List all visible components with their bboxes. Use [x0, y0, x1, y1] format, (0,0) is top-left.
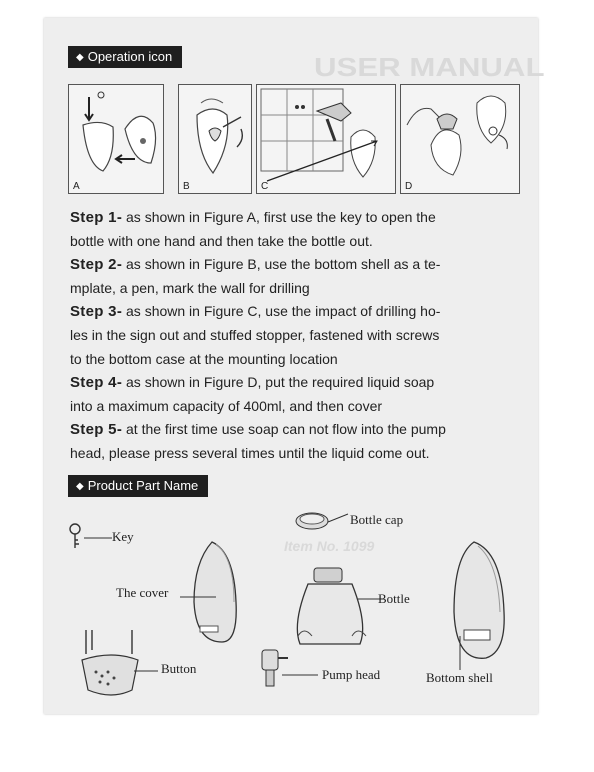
figure-c-label: C — [261, 181, 269, 192]
button-illustration — [80, 626, 150, 698]
step-1-line-2: bottle with one hand and then take the bottle out. — [70, 232, 373, 249]
bottle-label: Bottle — [378, 591, 410, 606]
figure-b — [178, 84, 252, 194]
key-label: Key — [112, 529, 134, 544]
pump-head-label: Pump head — [322, 667, 381, 682]
watermark-user-manual: USER MANUAL — [314, 52, 545, 82]
key-icon — [66, 522, 86, 552]
step-3-line-1: as shown in Figure C, use the impact of drilling ho- — [126, 303, 441, 320]
figure-b-illustration — [179, 85, 251, 193]
step-4-line-1: as shown in Figure D, put the required liquid soap — [126, 374, 435, 391]
diamond-bullet-icon: ◆ — [76, 481, 84, 492]
diamond-bullet-icon: ◆ — [76, 52, 84, 63]
step-3-line-3: to the bottom case at the mounting location — [70, 350, 338, 367]
step-2 — [70, 253, 530, 300]
steps-text — [70, 206, 530, 466]
step-5 — [70, 418, 530, 465]
bottom-shell-label: Bottom shell — [426, 670, 493, 685]
figure-d — [400, 84, 520, 194]
operation-icon-header — [68, 46, 182, 68]
figure-a-label: A — [73, 181, 80, 192]
step-3-heading: Step 3- — [70, 303, 123, 321]
figure-b-label: B — [183, 181, 190, 192]
step-1-heading: Step 1- — [70, 209, 123, 226]
operation-icon-title: Operation icon — [87, 49, 173, 64]
bottle-illustration — [290, 566, 370, 652]
step-2-line-2: mplate, a pen, mark the wall for drilling — [70, 279, 310, 296]
button-leader-line — [134, 666, 164, 676]
product-part-name-header — [68, 475, 208, 497]
figure-d-label: D — [405, 181, 413, 192]
step-2-heading: Step 2- — [70, 256, 123, 274]
manual-page — [44, 18, 545, 714]
key-leader-line — [84, 528, 114, 548]
step-1-line-1: as shown in Figure A, first use the key to open the — [126, 209, 436, 225]
step-5-heading: Step 5- — [70, 421, 123, 439]
figure-c-illustration — [257, 85, 395, 193]
figure-a — [68, 84, 164, 194]
figure-c — [256, 84, 396, 194]
step-5-line-2: head, please press several times until the liquid come out. — [70, 444, 430, 461]
watermark-item-no: Item No. 1099 — [284, 538, 375, 554]
pump-head-leader-line — [282, 670, 322, 680]
step-4 — [70, 371, 530, 418]
button-label: Button — [161, 661, 197, 676]
step-3-line-2: les in the sign out and stuffed stopper, fastened with screws — [70, 326, 440, 343]
step-2-line-1: as shown in Figure B, use the bottom shell as a te- — [126, 256, 441, 273]
step-4-heading: Step 4- — [70, 374, 123, 392]
cover-leader-line — [180, 592, 220, 602]
step-4-line-2: into a maximum capacity of 400ml, and then cover — [70, 397, 383, 414]
product-part-name-title: Product Part Name — [87, 478, 199, 493]
step-3 — [70, 300, 530, 371]
step-1 — [70, 206, 530, 253]
step-5-line-1: at the first time use soap can not flow into the pump — [126, 421, 446, 438]
figure-a-illustration — [69, 85, 163, 193]
figure-d-illustration — [401, 85, 519, 193]
cover-label: The cover — [116, 585, 169, 600]
bottle-cap-label: Bottle cap — [350, 512, 404, 527]
